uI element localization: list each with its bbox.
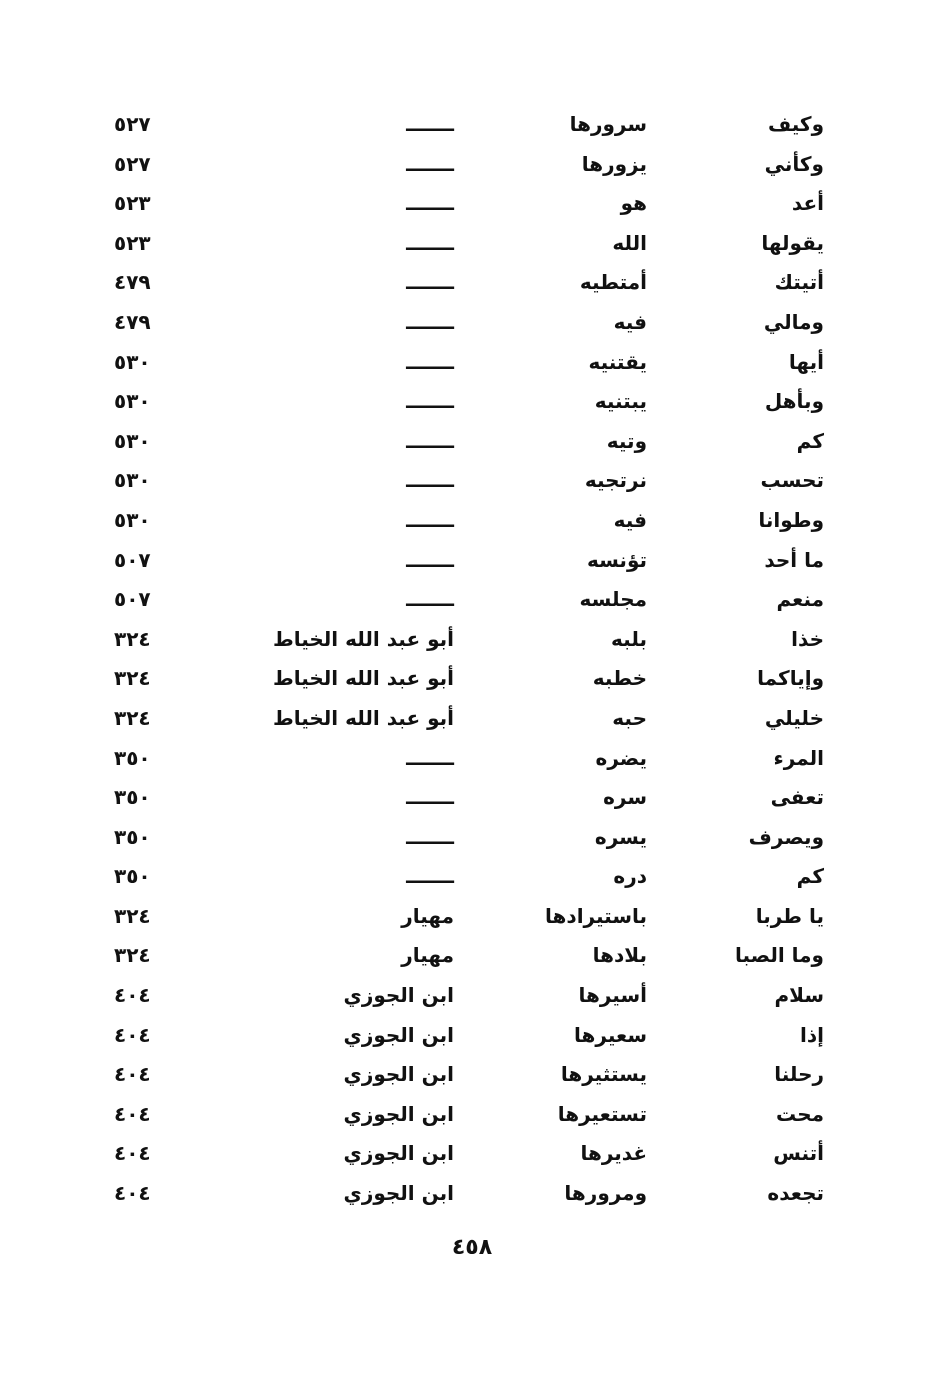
index-row — [0, 897, 944, 937]
index-row — [0, 184, 944, 224]
page-reference: ٣٢٤ — [114, 705, 151, 730]
index-row — [0, 699, 944, 739]
verse-last-word: سره — [603, 785, 647, 810]
page-reference: ٣٢٤ — [114, 666, 151, 691]
verse-first-word: رحلنا — [774, 1062, 824, 1087]
verse-last-word: تؤنسه — [586, 547, 647, 572]
index-row — [0, 105, 944, 145]
page-reference: ٥٣٠ — [114, 507, 151, 532]
poet-name: ـــــــ — [406, 389, 454, 414]
index-row — [0, 857, 944, 897]
index-row — [0, 818, 944, 858]
index-row — [0, 659, 944, 699]
verse-last-word: يسره — [594, 824, 647, 849]
verse-first-word: محت — [776, 1101, 824, 1126]
poet-name: ـــــــ — [406, 785, 454, 810]
poet-name: ابن الجوزي — [343, 1181, 454, 1206]
verse-first-word: يا طربا — [755, 903, 824, 928]
poet-name: ابن الجوزي — [343, 1101, 454, 1126]
page-reference: ٣٥٠ — [114, 745, 151, 770]
verse-first-word: وبأهل — [764, 389, 824, 414]
verse-last-word: وتيه — [606, 428, 647, 453]
verse-last-word: فيه — [613, 507, 647, 532]
index-row — [0, 1174, 944, 1214]
verse-last-word: تستعيرها — [557, 1101, 647, 1126]
index-row — [0, 343, 944, 383]
verse-first-word: خذا — [791, 626, 824, 651]
page-reference: ٤٠٤ — [114, 1062, 151, 1087]
verse-last-word: فيه — [613, 309, 647, 334]
index-row — [0, 936, 944, 976]
verse-first-word: وكيف — [767, 112, 824, 136]
verse-first-word: المرء — [773, 745, 824, 770]
page-reference: ٥٠٧ — [114, 547, 151, 572]
verse-last-word: خطبه — [592, 666, 647, 691]
poet-name: ـــــــ — [406, 547, 454, 572]
page-reference: ٥٢٣ — [114, 230, 151, 255]
page-reference: ٥٢٣ — [114, 191, 151, 216]
index-row — [0, 976, 944, 1016]
index-row — [0, 1134, 944, 1174]
page-reference: ٥٣٠ — [114, 389, 151, 414]
verse-first-word: كم — [796, 428, 824, 453]
page-reference: ٥٣٠ — [114, 349, 151, 374]
verse-last-word: يبتنيه — [594, 389, 647, 414]
verse-index-table — [0, 105, 944, 1214]
verse-last-word: باستيرادها — [545, 903, 647, 928]
index-row — [0, 461, 944, 501]
verse-last-word: حبه — [612, 705, 647, 730]
page-reference: ٣٢٤ — [114, 626, 151, 651]
verse-first-word: ومالي — [763, 309, 824, 334]
verse-last-word: نرتجيه — [584, 468, 647, 493]
verse-first-word: وإياكما — [757, 666, 824, 691]
index-row — [0, 1055, 944, 1095]
verse-first-word: وطوانا — [758, 507, 824, 532]
verse-first-word: خليلي — [764, 705, 824, 730]
page-reference: ٥٠٧ — [114, 587, 151, 612]
page-reference: ٥٣٠ — [114, 468, 151, 493]
verse-last-word: دره — [613, 864, 647, 889]
page-reference: ٣٢٤ — [114, 903, 151, 928]
verse-first-word: إذا — [800, 1022, 824, 1047]
verse-first-word: تحسب — [760, 468, 824, 493]
poet-name: أبو عبد الله الخياط — [272, 705, 454, 730]
page-reference: ٣٢٤ — [114, 943, 151, 968]
poet-name: ـــــــ — [406, 151, 454, 176]
poet-name: ـــــــ — [406, 745, 454, 770]
index-row — [0, 263, 944, 303]
verse-first-word: ويصرف — [748, 824, 824, 849]
poet-name: أبو عبد الله الخياط — [272, 666, 454, 691]
poet-name: ـــــــ — [406, 428, 454, 453]
page-reference: ٤٧٩ — [114, 309, 151, 334]
page-reference: ٣٥٠ — [114, 785, 151, 810]
verse-first-word: أتنس — [773, 1141, 824, 1166]
verse-last-word: يستثيرها — [560, 1062, 647, 1087]
verse-first-word: تجعده — [767, 1181, 824, 1206]
verse-first-word: أتيتك — [774, 270, 824, 295]
verse-first-word: أعد — [791, 191, 824, 216]
page-reference: ٥٢٧ — [114, 112, 151, 136]
page-reference: ٤٧٩ — [114, 270, 151, 295]
poet-name: ـــــــ — [406, 112, 454, 136]
poet-name: ـــــــ — [406, 824, 454, 849]
verse-first-word: منعم — [776, 587, 824, 612]
index-row — [0, 541, 944, 581]
index-row — [0, 1095, 944, 1135]
verse-last-word: أمتطيه — [579, 270, 647, 295]
poet-name: مهيار — [401, 903, 454, 928]
page-reference: ٤٠٤ — [114, 1022, 151, 1047]
index-row — [0, 422, 944, 462]
verse-first-word: أيها — [788, 349, 824, 374]
poet-name: ـــــــ — [406, 468, 454, 493]
poet-name: ـــــــ — [406, 349, 454, 374]
poet-name: ـــــــ — [406, 309, 454, 334]
poet-name: ـــــــ — [406, 191, 454, 216]
page-number: ٤٥٨ — [451, 1235, 493, 1260]
index-row — [0, 739, 944, 779]
index-row — [0, 224, 944, 264]
verse-last-word: يزورها — [581, 151, 647, 176]
verse-last-word: سرورها — [569, 112, 647, 136]
index-row — [0, 382, 944, 422]
page-reference: ٥٣٠ — [114, 428, 151, 453]
page-reference: ٥٢٧ — [114, 151, 151, 176]
verse-first-word: وما الصبا — [734, 943, 824, 968]
index-row — [0, 778, 944, 818]
verse-last-word: أسيرها — [578, 983, 647, 1008]
verse-first-word: ما أحد — [764, 547, 824, 572]
index-row — [0, 303, 944, 343]
page-reference: ٤٠٤ — [114, 1101, 151, 1126]
page-reference: ٤٠٤ — [114, 1181, 151, 1206]
verse-first-word: سلام — [774, 983, 824, 1008]
verse-last-word: بلبه — [611, 626, 647, 651]
index-row — [0, 1016, 944, 1056]
verse-last-word: مجلسه — [579, 587, 647, 612]
poet-name: أبو عبد الله الخياط — [272, 626, 454, 651]
index-row — [0, 145, 944, 185]
verse-first-word: وكأني — [764, 151, 824, 176]
verse-last-word: يقتنيه — [588, 349, 647, 374]
page-reference: ٣٥٠ — [114, 824, 151, 849]
poet-name: ـــــــ — [406, 230, 454, 255]
poet-name: ـــــــ — [406, 507, 454, 532]
poet-name: ـــــــ — [406, 587, 454, 612]
verse-first-word: كم — [796, 864, 824, 889]
index-row — [0, 501, 944, 541]
verse-last-word: غديرها — [580, 1141, 647, 1166]
verse-last-word: سعيرها — [574, 1022, 647, 1047]
index-row — [0, 620, 944, 660]
verse-last-word: الله — [612, 230, 647, 255]
page-reference: ٤٠٤ — [114, 1141, 151, 1166]
poet-name: ـــــــ — [406, 864, 454, 889]
poet-name: ابن الجوزي — [343, 1141, 454, 1166]
verse-first-word: تعفى — [770, 785, 824, 810]
poet-name: ابن الجوزي — [343, 1022, 454, 1047]
page-reference: ٤٠٤ — [114, 983, 151, 1008]
page-reference: ٣٥٠ — [114, 864, 151, 889]
verse-last-word: يضره — [595, 745, 647, 770]
poet-name: ابن الجوزي — [343, 1062, 454, 1087]
index-row — [0, 580, 944, 620]
poet-name: ابن الجوزي — [343, 983, 454, 1008]
verse-last-word: ومرورها — [564, 1181, 647, 1206]
poet-name: مهيار — [401, 943, 454, 968]
verse-last-word: بلادها — [592, 943, 647, 968]
verse-last-word: هو — [620, 191, 647, 216]
poet-name: ـــــــ — [406, 270, 454, 295]
verse-first-word: يقولها — [761, 230, 824, 255]
